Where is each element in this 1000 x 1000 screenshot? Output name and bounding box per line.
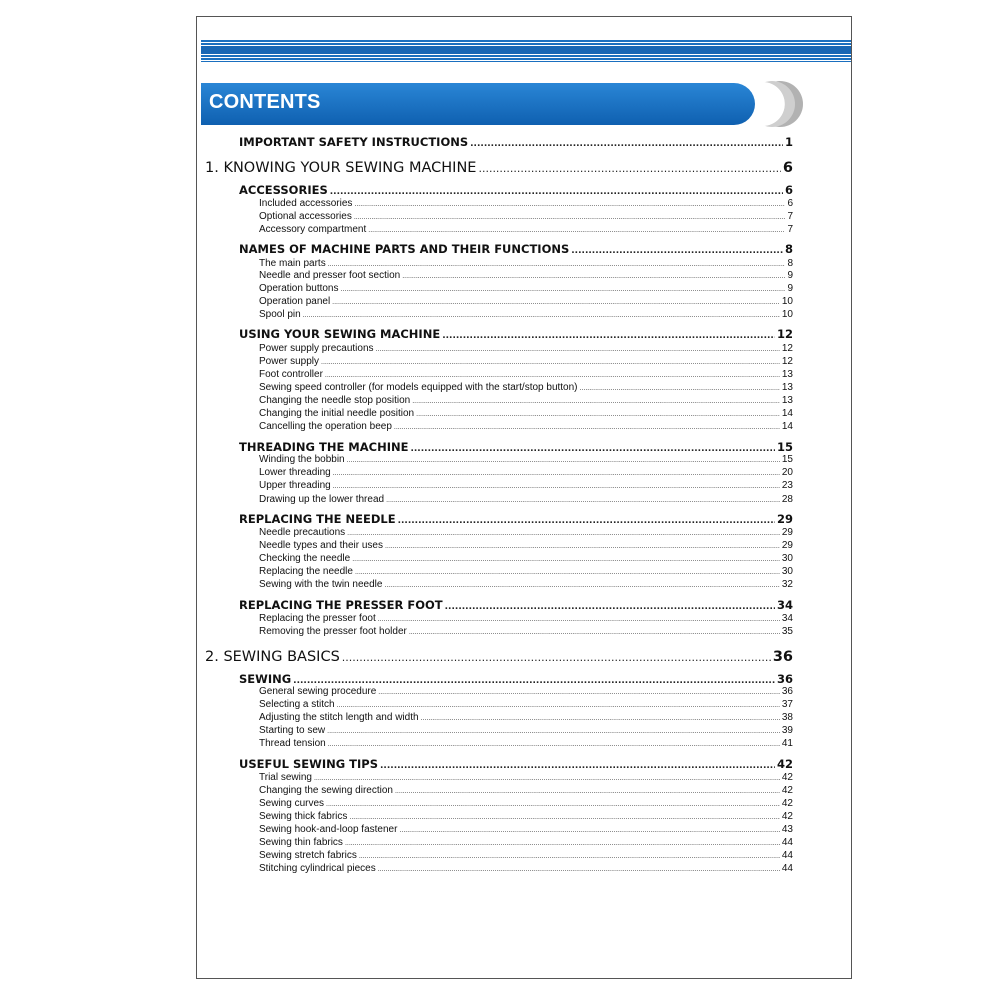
toc-leader-dots — [354, 214, 786, 221]
toc-page-number: 29 — [776, 512, 793, 526]
toc-section — [239, 135, 793, 151]
toc-page-number: 15 — [781, 454, 793, 465]
toc-entry — [259, 553, 793, 566]
toc-leader-dots — [412, 398, 780, 405]
toc-leader-dots — [342, 651, 771, 664]
toc-page-number: 29 — [781, 527, 793, 538]
toc-page-number: 41 — [781, 738, 793, 749]
toc-entry-title: Checking the needle — [259, 553, 351, 564]
toc-entry-title: Sewing with the twin needle — [259, 579, 383, 590]
toc-page-number: 6 — [782, 160, 793, 176]
manual-page — [196, 16, 852, 979]
toc-entry-title: USEFUL SEWING TIPS — [239, 757, 379, 771]
toc-entry-title: Changing the needle stop position — [259, 395, 411, 406]
toc-page-number: 13 — [781, 382, 793, 393]
toc-leader-dots — [347, 457, 780, 464]
toc-page-number: 6 — [787, 198, 793, 209]
toc-entry-title: Starting to sew — [259, 725, 326, 736]
toc-entry — [259, 296, 793, 309]
toc-section — [239, 327, 793, 343]
toc-page-number: 12 — [781, 356, 793, 367]
toc-entry-title: 2. SEWING BASICS — [205, 649, 340, 665]
toc-entry-title: Sewing stretch fabrics — [259, 850, 357, 861]
toc-entry-title: Operation buttons — [259, 283, 339, 294]
toc-page-number: 30 — [781, 566, 793, 577]
toc-entry — [259, 369, 793, 382]
toc-page-number: 32 — [781, 579, 793, 590]
toc-leader-dots — [321, 359, 780, 366]
toc-page-number: 9 — [787, 283, 793, 294]
toc-entry — [259, 824, 793, 837]
toc-page-number: 13 — [781, 369, 793, 380]
toc-page-number: 12 — [781, 343, 793, 354]
toc-section — [239, 598, 793, 614]
toc-entry-title: Trial sewing — [259, 772, 312, 783]
toc-entry-title: Needle types and their uses — [259, 540, 383, 551]
toc-page-number: 7 — [787, 224, 793, 235]
toc-leader-dots — [328, 261, 786, 268]
toc-leader-dots — [326, 801, 780, 808]
toc-leader-dots — [386, 497, 780, 504]
toc-entry-title: IMPORTANT SAFETY INSTRUCTIONS — [239, 135, 469, 149]
toc-entry-title: Accessory compartment — [259, 224, 367, 235]
toc-entry-title: Winding the bobbin — [259, 454, 345, 465]
toc-leader-dots — [293, 676, 775, 686]
toc-leader-dots — [470, 139, 783, 149]
toc-page-number: 42 — [781, 811, 793, 822]
toc-leader-dots — [409, 629, 780, 636]
toc-page-number: 6 — [784, 183, 793, 197]
toc-entry-title: 1. KNOWING YOUR SEWING MACHINE — [205, 160, 477, 176]
toc-entry-title: Selecting a stitch — [259, 699, 335, 710]
toc-entry — [259, 579, 793, 592]
toc-entry — [259, 494, 793, 507]
toc-leader-dots — [384, 582, 779, 589]
toc-entry-title: Included accessories — [259, 198, 353, 209]
toc-leader-dots — [330, 187, 783, 197]
toc-entry — [259, 686, 793, 699]
toc-page-number: 38 — [781, 712, 793, 723]
toc-page-number: 37 — [781, 699, 793, 710]
toc-page-number: 42 — [781, 772, 793, 783]
toc-entry — [259, 738, 793, 751]
toc-section — [239, 183, 793, 199]
toc-leader-dots — [571, 246, 783, 256]
toc-entry-title: The main parts — [259, 258, 326, 269]
toc-entry — [259, 527, 793, 540]
toc-entry — [259, 699, 793, 712]
toc-entry-title: Sewing speed controller (for models equipped with the start/stop button) — [259, 382, 578, 393]
toc-entry-title: Lower threading — [259, 467, 331, 478]
toc-entry — [259, 270, 793, 283]
toc-page-number: 28 — [781, 494, 793, 505]
toc-entry-title: Needle and presser foot section — [259, 270, 401, 281]
toc-entry-title: THREADING THE MACHINE — [239, 440, 409, 454]
toc-entry — [259, 198, 793, 211]
toc-page-number: 43 — [781, 824, 793, 835]
toc-leader-dots — [354, 201, 785, 208]
toc-entry — [259, 811, 793, 824]
toc-page-number: 34 — [776, 598, 793, 612]
toc-page-number: 36 — [772, 649, 793, 665]
toc-page-number: 44 — [781, 850, 793, 861]
toc-leader-dots — [325, 372, 780, 379]
toc-entry-title: Drawing up the lower thread — [259, 494, 385, 505]
toc-entry-title: Spool pin — [259, 309, 301, 320]
toc-leader-dots — [385, 543, 780, 550]
toc-page-number: 44 — [781, 837, 793, 848]
toc-leader-dots — [399, 827, 779, 834]
toc-page-number: 13 — [781, 395, 793, 406]
toc-entry-title: ACCESSORIES — [239, 183, 328, 197]
toc-chapter — [205, 649, 793, 669]
toc-entry-title: Adjusting the stitch length and width — [259, 712, 419, 723]
table-of-contents — [197, 17, 851, 978]
toc-entry — [259, 356, 793, 369]
toc-page-number: 14 — [781, 421, 793, 432]
toc-page-number: 39 — [781, 725, 793, 736]
toc-page-number: 10 — [781, 296, 793, 307]
toc-leader-dots — [352, 556, 780, 563]
toc-entry-title: Foot controller — [259, 369, 323, 380]
toc-entry — [259, 785, 793, 798]
toc-entry — [259, 395, 793, 408]
toc-page-number: 29 — [781, 540, 793, 551]
toc-entry-title: Changing the initial needle position — [259, 408, 415, 419]
toc-page-number: 7 — [787, 211, 793, 222]
toc-page-number: 9 — [787, 270, 793, 281]
toc-entry — [259, 712, 793, 725]
toc-entry-title: Changing the sewing direction — [259, 785, 393, 796]
toc-leader-dots — [394, 424, 780, 431]
toc-page-number: 1 — [784, 135, 793, 149]
toc-entry-title: SEWING — [239, 672, 292, 686]
toc-entry — [259, 408, 793, 421]
toc-leader-dots — [332, 299, 780, 306]
toc-entry — [259, 798, 793, 811]
toc-entry — [259, 566, 793, 579]
toc-entry-title: Replacing the needle — [259, 566, 353, 577]
toc-entry-title: Optional accessories — [259, 211, 352, 222]
toc-page-number: 36 — [781, 686, 793, 697]
toc-page-number: 42 — [781, 785, 793, 796]
toc-entry-title: Needle precautions — [259, 527, 346, 538]
toc-page-number: 10 — [781, 309, 793, 320]
toc-leader-dots — [398, 516, 775, 526]
toc-leader-dots — [333, 483, 780, 490]
toc-leader-dots — [314, 775, 780, 782]
toc-section — [239, 757, 793, 773]
toc-leader-dots — [327, 728, 780, 735]
toc-entry — [259, 467, 793, 480]
toc-entry — [259, 850, 793, 863]
toc-leader-dots — [378, 689, 780, 696]
toc-entry-title: Stitching cylindrical pieces — [259, 863, 376, 874]
toc-leader-dots — [347, 530, 780, 537]
toc-entry-title: Sewing curves — [259, 798, 325, 809]
toc-leader-dots — [421, 715, 780, 722]
toc-entry-title: Cancelling the operation beep — [259, 421, 392, 432]
toc-entry — [259, 421, 793, 434]
toc-entry-title: Power supply precautions — [259, 343, 374, 354]
toc-entry-title: Sewing thick fabrics — [259, 811, 348, 822]
toc-leader-dots — [341, 286, 786, 293]
toc-page-number: 36 — [776, 672, 793, 686]
toc-page-number: 44 — [781, 863, 793, 874]
toc-page-number: 35 — [781, 626, 793, 637]
toc-entry-title: Power supply — [259, 356, 320, 367]
toc-entry — [259, 382, 793, 395]
page-title: CONTENTS — [209, 91, 321, 113]
toc-page-number: 12 — [776, 327, 793, 341]
toc-page-number: 14 — [781, 408, 793, 419]
toc-leader-dots — [478, 162, 780, 175]
toc-page-number: 42 — [776, 757, 793, 771]
toc-entry — [259, 283, 793, 296]
toc-entry — [259, 211, 793, 224]
toc-entry-title: REPLACING THE PRESSER FOOT — [239, 598, 443, 612]
toc-leader-dots — [416, 411, 780, 418]
toc-entry-title: Upper threading — [259, 480, 331, 491]
toc-section — [239, 242, 793, 258]
toc-leader-dots — [445, 602, 775, 612]
toc-entry-title: Thread tension — [259, 738, 326, 749]
toc-page-number: 30 — [781, 553, 793, 564]
toc-leader-dots — [376, 346, 780, 353]
toc-leader-dots — [378, 866, 780, 873]
toc-entry — [259, 454, 793, 467]
toc-entry-title: USING YOUR SEWING MACHINE — [239, 327, 441, 341]
toc-page-number: 8 — [784, 242, 793, 256]
toc-entry-title: REPLACING THE NEEDLE — [239, 512, 396, 526]
toc-entry — [259, 480, 793, 493]
toc-entry-title: Sewing thin fabrics — [259, 837, 343, 848]
toc-leader-dots — [380, 761, 775, 771]
toc-entry-title: Removing the presser foot holder — [259, 626, 407, 637]
toc-entry — [259, 343, 793, 356]
toc-chapter — [205, 160, 793, 180]
toc-section — [239, 512, 793, 528]
toc-leader-dots — [337, 702, 780, 709]
toc-leader-dots — [303, 312, 780, 319]
toc-entry — [259, 224, 793, 237]
toc-page-number: 20 — [781, 467, 793, 478]
toc-entry — [259, 309, 793, 322]
toc-leader-dots — [349, 814, 780, 821]
toc-entry-title: Operation panel — [259, 296, 331, 307]
toc-page-number: 34 — [781, 613, 793, 624]
toc-entry — [259, 725, 793, 738]
toc-leader-dots — [368, 227, 785, 234]
toc-leader-dots — [410, 444, 775, 454]
toc-entry-title: General sewing procedure — [259, 686, 377, 697]
toc-leader-dots — [328, 741, 780, 748]
toc-page-number: 8 — [787, 258, 793, 269]
toc-entry — [259, 837, 793, 850]
toc-page-number: 23 — [781, 480, 793, 491]
toc-entry — [259, 540, 793, 553]
toc-page-number: 15 — [776, 440, 793, 454]
toc-leader-dots — [345, 840, 780, 847]
toc-leader-dots — [395, 788, 780, 795]
toc-leader-dots — [359, 853, 780, 860]
toc-entry — [259, 613, 793, 626]
toc-entry — [259, 772, 793, 785]
toc-leader-dots — [442, 331, 775, 341]
toc-leader-dots — [333, 470, 780, 477]
toc-entry-title: Replacing the presser foot — [259, 613, 376, 624]
toc-leader-dots — [355, 569, 780, 576]
toc-entry-title: NAMES OF MACHINE PARTS AND THEIR FUNCTIONS — [239, 242, 570, 256]
toc-entry-title: Sewing hook-and-loop fastener — [259, 824, 398, 835]
toc-leader-dots — [378, 616, 780, 623]
toc-leader-dots — [580, 385, 780, 392]
toc-entry — [259, 863, 793, 876]
toc-leader-dots — [402, 273, 785, 280]
toc-page-number: 42 — [781, 798, 793, 809]
toc-entry — [259, 626, 793, 639]
